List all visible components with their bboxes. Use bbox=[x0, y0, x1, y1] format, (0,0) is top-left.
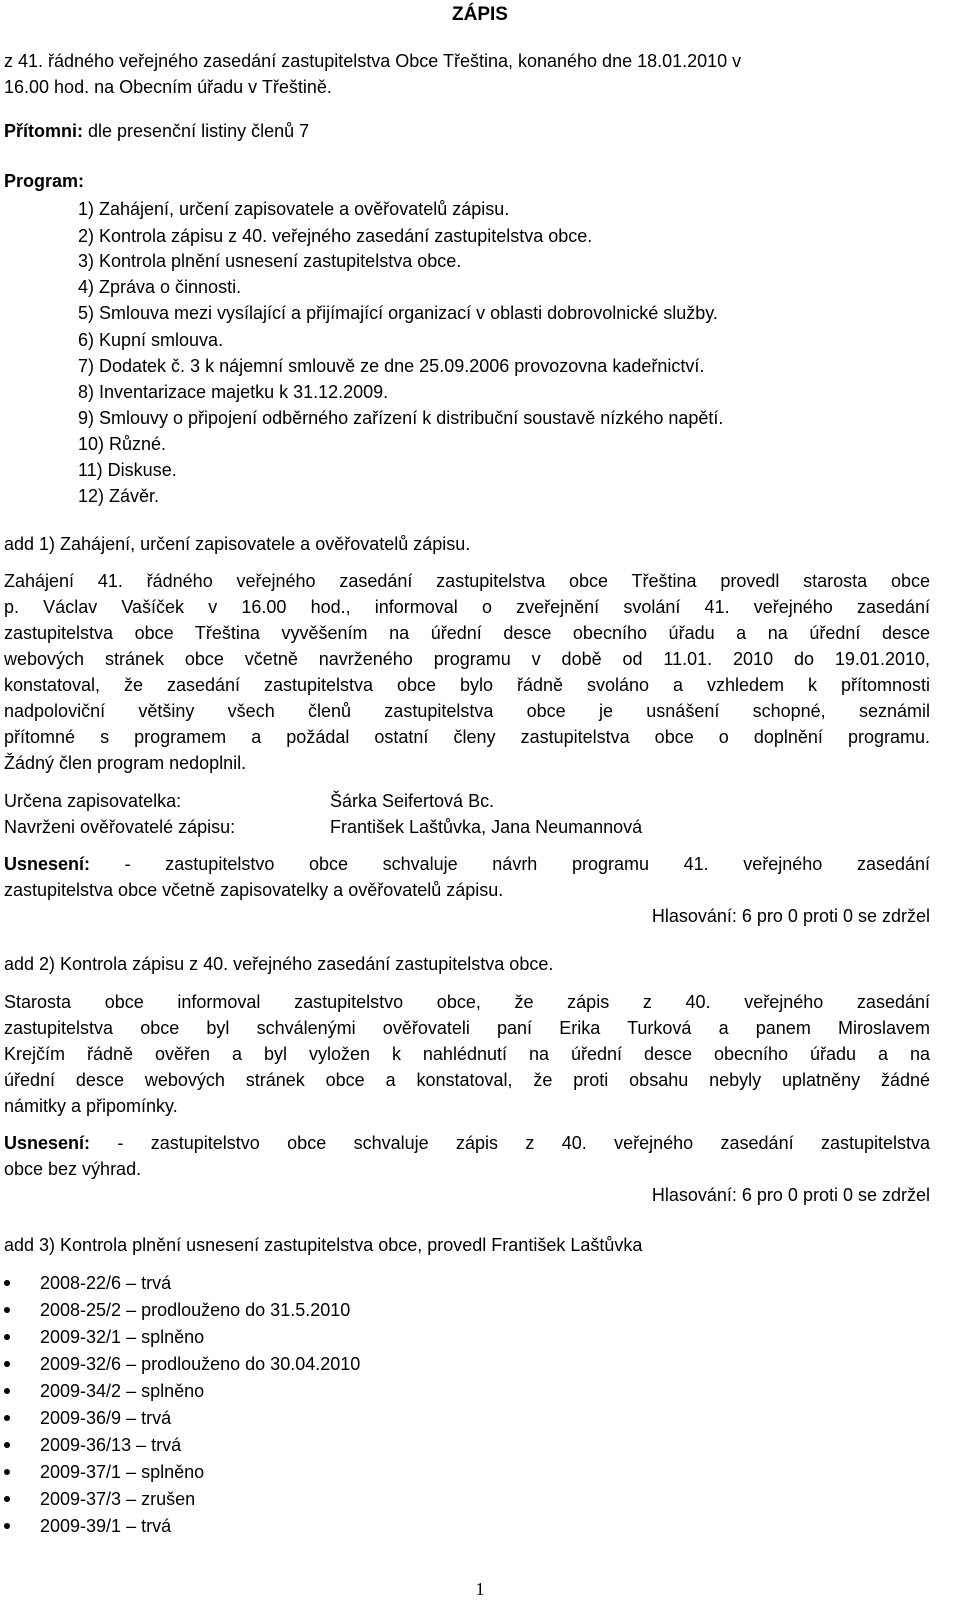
recorder-value: Šárka Seifertová Bc. bbox=[330, 791, 495, 811]
program-item: 12) Závěr. bbox=[78, 486, 160, 506]
bullet-icon bbox=[4, 1415, 10, 1421]
verifiers-label: Navrženi ověřovatelé zápisu: bbox=[4, 817, 236, 837]
section1-resolution-line-2: zastupitelstva obce včetně zapisovatelky a ověřovatelů zápisu. bbox=[4, 880, 504, 900]
section1-para-line: zastupitelstva obce Třeština vyvěšením na úřední desce obecního úřadu a na úřední desce bbox=[4, 623, 930, 643]
section1-para-line: přítomné s programem a požádal ostatní členy zastupitelstva obce o doplnění programu. bbox=[4, 727, 930, 747]
section2-para-line: Starosta obce informoval zastupitelstvo obce, že zápis z 40. veřejného zasedání bbox=[4, 992, 930, 1012]
section1-resolution-line-1 bbox=[4, 851, 930, 877]
section2-resolution-line-1 bbox=[4, 1130, 930, 1156]
resolution-text: - zastupitelstvo obce schvaluje návrh programu 41. veřejného zasedání bbox=[90, 854, 930, 874]
section1-para-line: Zahájení 41. řádného veřejného zasedání zastupitelstva obce Třeština provedl starosta obce bbox=[4, 571, 930, 591]
resolution-label: Usnesení: bbox=[4, 1133, 91, 1153]
bullet-icon bbox=[4, 1523, 10, 1529]
section2-heading: add 2) Kontrola zápisu z 40. veřejného zasedání zastupitelstva obce. bbox=[4, 954, 554, 974]
present-label: Přítomni: bbox=[4, 121, 83, 141]
section1-vote: Hlasování: 6 pro 0 proti 0 se zdržel bbox=[651, 906, 930, 926]
program-item: 10) Různé. bbox=[78, 434, 167, 454]
section2-para-line: námitky a připomínky. bbox=[4, 1096, 178, 1116]
present-text: dle presenční listiny členů 7 bbox=[83, 121, 310, 141]
document-title: ZÁPIS bbox=[452, 4, 508, 25]
program-item: 7) Dodatek č. 3 k nájemní smlouvě ze dne 25.09.2006 provozovna kadeřnictví. bbox=[78, 356, 705, 376]
section2-resolution-line-2: obce bez výhrad. bbox=[4, 1159, 142, 1179]
page-number: 1 bbox=[475, 1579, 485, 1599]
recorder-label: Určena zapisovatelka: bbox=[4, 791, 182, 811]
program-item: 8) Inventarizace majetku k 31.12.2009. bbox=[78, 382, 389, 402]
section2-para-line: úřední desce webových stránek obce a konstatoval, že proti obsahu nebyly uplatněny žádné bbox=[4, 1070, 930, 1090]
program-item: 3) Kontrola plnění usnesení zastupitelstva obce. bbox=[78, 251, 462, 271]
bullet-icon bbox=[4, 1469, 10, 1475]
verifiers-value: František Laštůvka, Jana Neumannová bbox=[330, 817, 643, 837]
section2-vote: Hlasování: 6 pro 0 proti 0 se zdržel bbox=[651, 1185, 930, 1205]
program-item: 4) Zpráva o činnosti. bbox=[78, 277, 242, 297]
program-label: Program: bbox=[4, 171, 85, 191]
program-item: 5) Smlouva mezi vysílající a přijímající organizací v oblasti dobrovolnické služby. bbox=[78, 303, 718, 323]
intro-line-1: z 41. řádného veřejného zasedání zastupitelstva Obce Třeština, konaného dne 18.01.2010 v bbox=[4, 51, 742, 71]
bullet-icon bbox=[4, 1388, 10, 1394]
section3-heading: add 3) Kontrola plnění usnesení zastupitelstva obce, provedl František Laštůvka bbox=[4, 1235, 643, 1255]
program-item: 9) Smlouvy o připojení odběrného zařízení k distribuční soustavě nízkého napětí. bbox=[78, 408, 724, 428]
program-item: 6) Kupní smlouva. bbox=[78, 330, 224, 350]
section1-heading: add 1) Zahájení, určení zapisovatele a ověřovatelů zápisu. bbox=[4, 534, 471, 554]
section1-para-line: p. Václav Vašíček v 16.00 hod., informoval o zveřejnění svolání 41. veřejného zasedání bbox=[4, 597, 930, 617]
bullet-icon bbox=[4, 1496, 10, 1502]
section2-para-line: zastupitelstva obce byl schválenými ověřovateli paní Erika Turková a panem Miroslavem bbox=[4, 1018, 930, 1038]
section1-para-line: webových stránek obce včetně navrženého programu v době od 11.01. 2010 do 19.01.2010, bbox=[4, 649, 930, 669]
bullet-icon bbox=[4, 1307, 10, 1313]
section1-para-line: Žádný člen program nedoplnil. bbox=[4, 753, 247, 773]
bullet-icon bbox=[4, 1334, 10, 1340]
program-item: 11) Diskuse. bbox=[78, 460, 177, 480]
section2-para-line: Krejčím řádně ověřen a byl vyložen k nahlédnutí na úřední desce obecního úřadu a na bbox=[4, 1044, 930, 1064]
document-page: ZÁPIS z 41. řádného veřejného zasedání zastupitelstva Obce Třeština, konaného dne 18.01.2010 v 16.00 hod. na Obecním úřadu v Třeštině. Přítomni: dle presenční listiny členů 7 Program: 1) Zahájení, určení zapisovatele a ověřovatelů zápisu. 2) Kontrola zápisu z 40. veřejného zasedání zastupitelstva obce. 3) Kontrola plnění usnesení zastupitelstva obce. 4) Zpráva o činnosti. 5) Smlouva mezi vysílající a přijímající organizací v oblasti dobrovolnické služby. 6) Kupní smlouva. 7) Dodatek č. 3 k nájemní smlouvě ze dne 25.09.2006 provozovna kadeřnictví. 8) Inventarizace majetku k 31.12.2009. 9) Smlouvy o připojení odběrného zařízení k distribuční soustavě nízkého napětí. 10) Různé. 11) Diskuse. 12) Závěr. add 1) Zahájení, určení zapisovatele a ověřovatelů zápisu. Zahájení 41. řádného veřejného zasedání zastupitelstva obce Třeština provedl starosta obce p. Václav Vašíček v 16.00 hod., informoval o zveřejnění svolání 41. veřejného zasedání zastupitelstva obce Třeština vyvěšením na úřední desce obecního úřadu a na úřední desce webových stránek obce včetně navrženého programu v době od 11.01. 2010 do 19.01.2010, konstatoval, že zasedání zastupitelstva obce bylo řádně svoláno a vzhledem k přítomnosti nadpoloviční většiny všech členů zastupitelstva obce je usnášení schopné, seznámil přítomné s programem a požádal ostatní členy zastupitelstva obce o doplnění programu. Žádný člen program nedoplnil. Určena zapisovatelka: Šárka Seifertová Bc. Navrženi ověřovatelé zápisu: František Laštůvka, Jana Neumannová Usnesení: - zastupitelstvo obce schvaluje návrh programu 41. veřejného zasedání zastupitelstva obce včetně zapisovatelky a ověřovatelů zápisu. Hlasování: 6 pro 0 proti 0 se zdržel add 2) Kontrola zápisu z 40. veřejného zasedání zastupitelstva obce. Starosta obce informoval zastupitelstvo obce, že zápis z 40. veřejného zasedání zastupitelstva obce byl schválenými ověřovateli paní Erika Turková a panem Miroslavem Krejčím řádně ověřen a byl vyložen k nahlédnutí na úřední desce obecního úřadu a na úřední desce webových stránek obce a konstatoval, že proti obsahu nebyly uplatněny žádné námitky a připomínky. Usnesení: - zastupitelstvo obce schvaluje zápis z 40. veřejného zasedání zastupitelstva obce bez výhrad. Hlasování: 6 pro 0 proti 0 se zdržel add 3) Kontrola plnění usnesení zastupitelstva obce, provedl František Laštůvka 2008-22/6 – trvá 2008-25/2 – prodlouženo do 31.5.2010 2009-32/1 – splněno 2009-32/6 – prodlouženo do 30.04.2010 2009-34/2 – splněno 2009-36/9 – trvá 2009-36/13 – trvá 2009-37/1 – splněno 2009-37/3 – zrušen 2009-39/1 – trvá 1 bbox=[0, 0, 960, 1617]
section1-para-line: nadpoloviční většiny všech členů zastupitelstva obce je usnášení schopné, seznámil bbox=[4, 701, 930, 721]
section1-para-line: konstatoval, že zasedání zastupitelstva obce bylo řádně svoláno a vzhledem k přítomnosti bbox=[4, 675, 930, 695]
bullet-icon bbox=[4, 1280, 10, 1286]
resolution-label: Usnesení: bbox=[4, 854, 91, 874]
program-item: 1) Zahájení, určení zapisovatele a ověřovatelů zápisu. bbox=[78, 199, 510, 219]
present-line bbox=[4, 118, 930, 144]
bullet-icon bbox=[4, 1361, 10, 1367]
program-item: 2) Kontrola zápisu z 40. veřejného zasedání zastupitelstva obce. bbox=[78, 226, 593, 246]
resolution-text: - zastupitelstvo obce schvaluje zápis z 40. veřejného zasedání zastupitelstva bbox=[90, 1133, 930, 1153]
intro-line-2: 16.00 hod. na Obecním úřadu v Třeštině. bbox=[4, 77, 332, 97]
bullet-icon bbox=[4, 1442, 10, 1448]
